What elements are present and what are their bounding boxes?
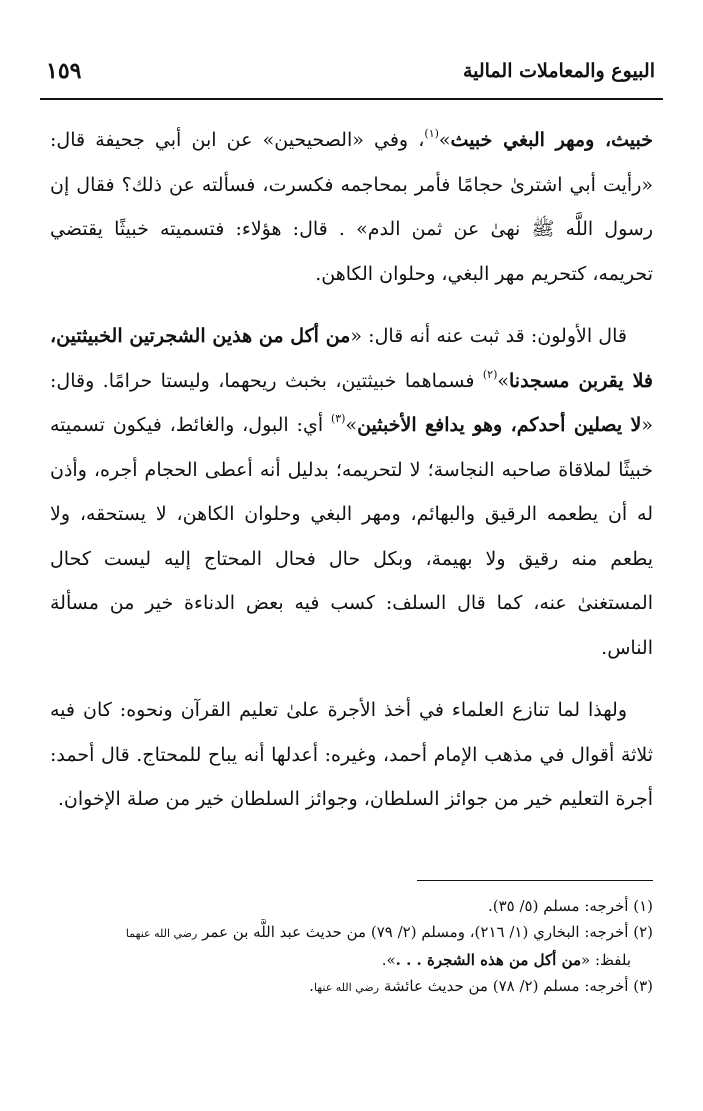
honorific-glyph: رضي الله عنها bbox=[313, 981, 380, 994]
footnote-1: (١) أخرجه: مسلم (٥/ ٣٥). bbox=[487, 897, 653, 915]
hadith-quote-bold: لا يصلين أحدكم، وهو يدافع الأخبثين bbox=[357, 414, 642, 436]
paragraph-2 bbox=[50, 314, 653, 670]
hadith-quote-bold: من أكل من هذين الشجرتين الخبيثتين، فلا يقربن مسجدنا bbox=[50, 325, 653, 392]
paragraph-2-rest: أي: البول، والغائط، فيكون تسميته خبيثًا لملاقاة صاحبه النجاسة؛ لا لتحريمه؛ بدليل أنه أعطى الحجام أجره، وأذن له أن يطعمه الرقيق والبهائم، ومهر البغي وحلوان الكاهن، لا يستحقه، ولا يطعم منه رقيق ولا بهيمة، وبكل حال فحال المحتاج إليه ليست كحال المستغنىٰ عنه، كما قال السلف: كسب فيه بعض الدناءة خير من مسألة الناس. bbox=[50, 414, 653, 659]
hadith-quote-bold: خبيث، ومهر البغي خبيث bbox=[450, 129, 653, 151]
paragraph-3: ولهذا لما تنازع العلماء في أخذ الأجرة علىٰ تعليم القرآن ونحوه: كان فيه ثلاثة أقوال في مذهب الإمام أحمد، وغيره: أعدلها أنه يباح للمحتاج. قال أحمد: أجرة التعليم خير من جوائز السلطان، وجوائز السلطان خير من صلة الإخوان. bbox=[50, 699, 653, 810]
paragraph-2-text: فسماهما خبيثتين، بخبث ريحهما، وليستا حرامًا. وقال: « bbox=[50, 369, 653, 436]
running-head: البيوع والمعاملات المالية bbox=[462, 60, 655, 82]
footnote-2-text: (٢) أخرجه: البخاري (١/ ٢١٦)، ومسلم (٢/ ٧٩) من حديث عبد اللَّه بن عمر bbox=[202, 923, 653, 941]
footnotes bbox=[50, 893, 653, 1001]
footnote-3 bbox=[50, 973, 653, 1001]
page-header bbox=[40, 58, 663, 98]
footnote-3-text: (٣) أخرجه: مسلم (٢/ ٧٨) من حديث عائشة bbox=[383, 977, 653, 995]
honorific-glyph: رضي الله عنهما bbox=[125, 927, 198, 940]
footnote-2-post: ». bbox=[381, 951, 396, 969]
footnote-3-end: . bbox=[309, 977, 314, 995]
footnote-2-pre: بلفظ: « bbox=[581, 951, 631, 969]
header-rule bbox=[40, 98, 663, 100]
footnote-ref-3: (٣) bbox=[330, 412, 346, 425]
quote-close: » bbox=[497, 369, 509, 392]
footnote-rule bbox=[417, 880, 653, 881]
footnote-2 bbox=[50, 919, 653, 947]
quote-close: » bbox=[438, 129, 451, 151]
footnote-2-continuation bbox=[50, 947, 653, 973]
paragraph-1 bbox=[50, 118, 653, 296]
page-number: ١٥٩ bbox=[46, 58, 82, 84]
footnote-ref-2: (٢) bbox=[482, 367, 498, 381]
footnote-2-quote: من أكل من هذه الشجرة . . . bbox=[395, 951, 582, 969]
quote-close: » bbox=[345, 414, 358, 436]
paragraph-2-intro: قال الأولون: قد ثبت عنه أنه قال: « bbox=[350, 325, 627, 347]
footnote-ref-1: (١) bbox=[424, 127, 439, 140]
body-text bbox=[50, 118, 653, 840]
paragraph-1-text: ، وفي «الصحيحين» عن ابن أبي جحيفة قال: «رأيت أبي اشترىٰ حجامًا فأمر بمحاجمه فكسرت، فسألته عن ذلك؟ فقال إن رسول اللَّه ﷺ نهىٰ عن ثمن الدم» . قال: هؤلاء: فتسميته خبيثًا يقتضي تحريمه، كتحريم مهر البغي، وحلوان الكاهن. bbox=[50, 129, 653, 285]
